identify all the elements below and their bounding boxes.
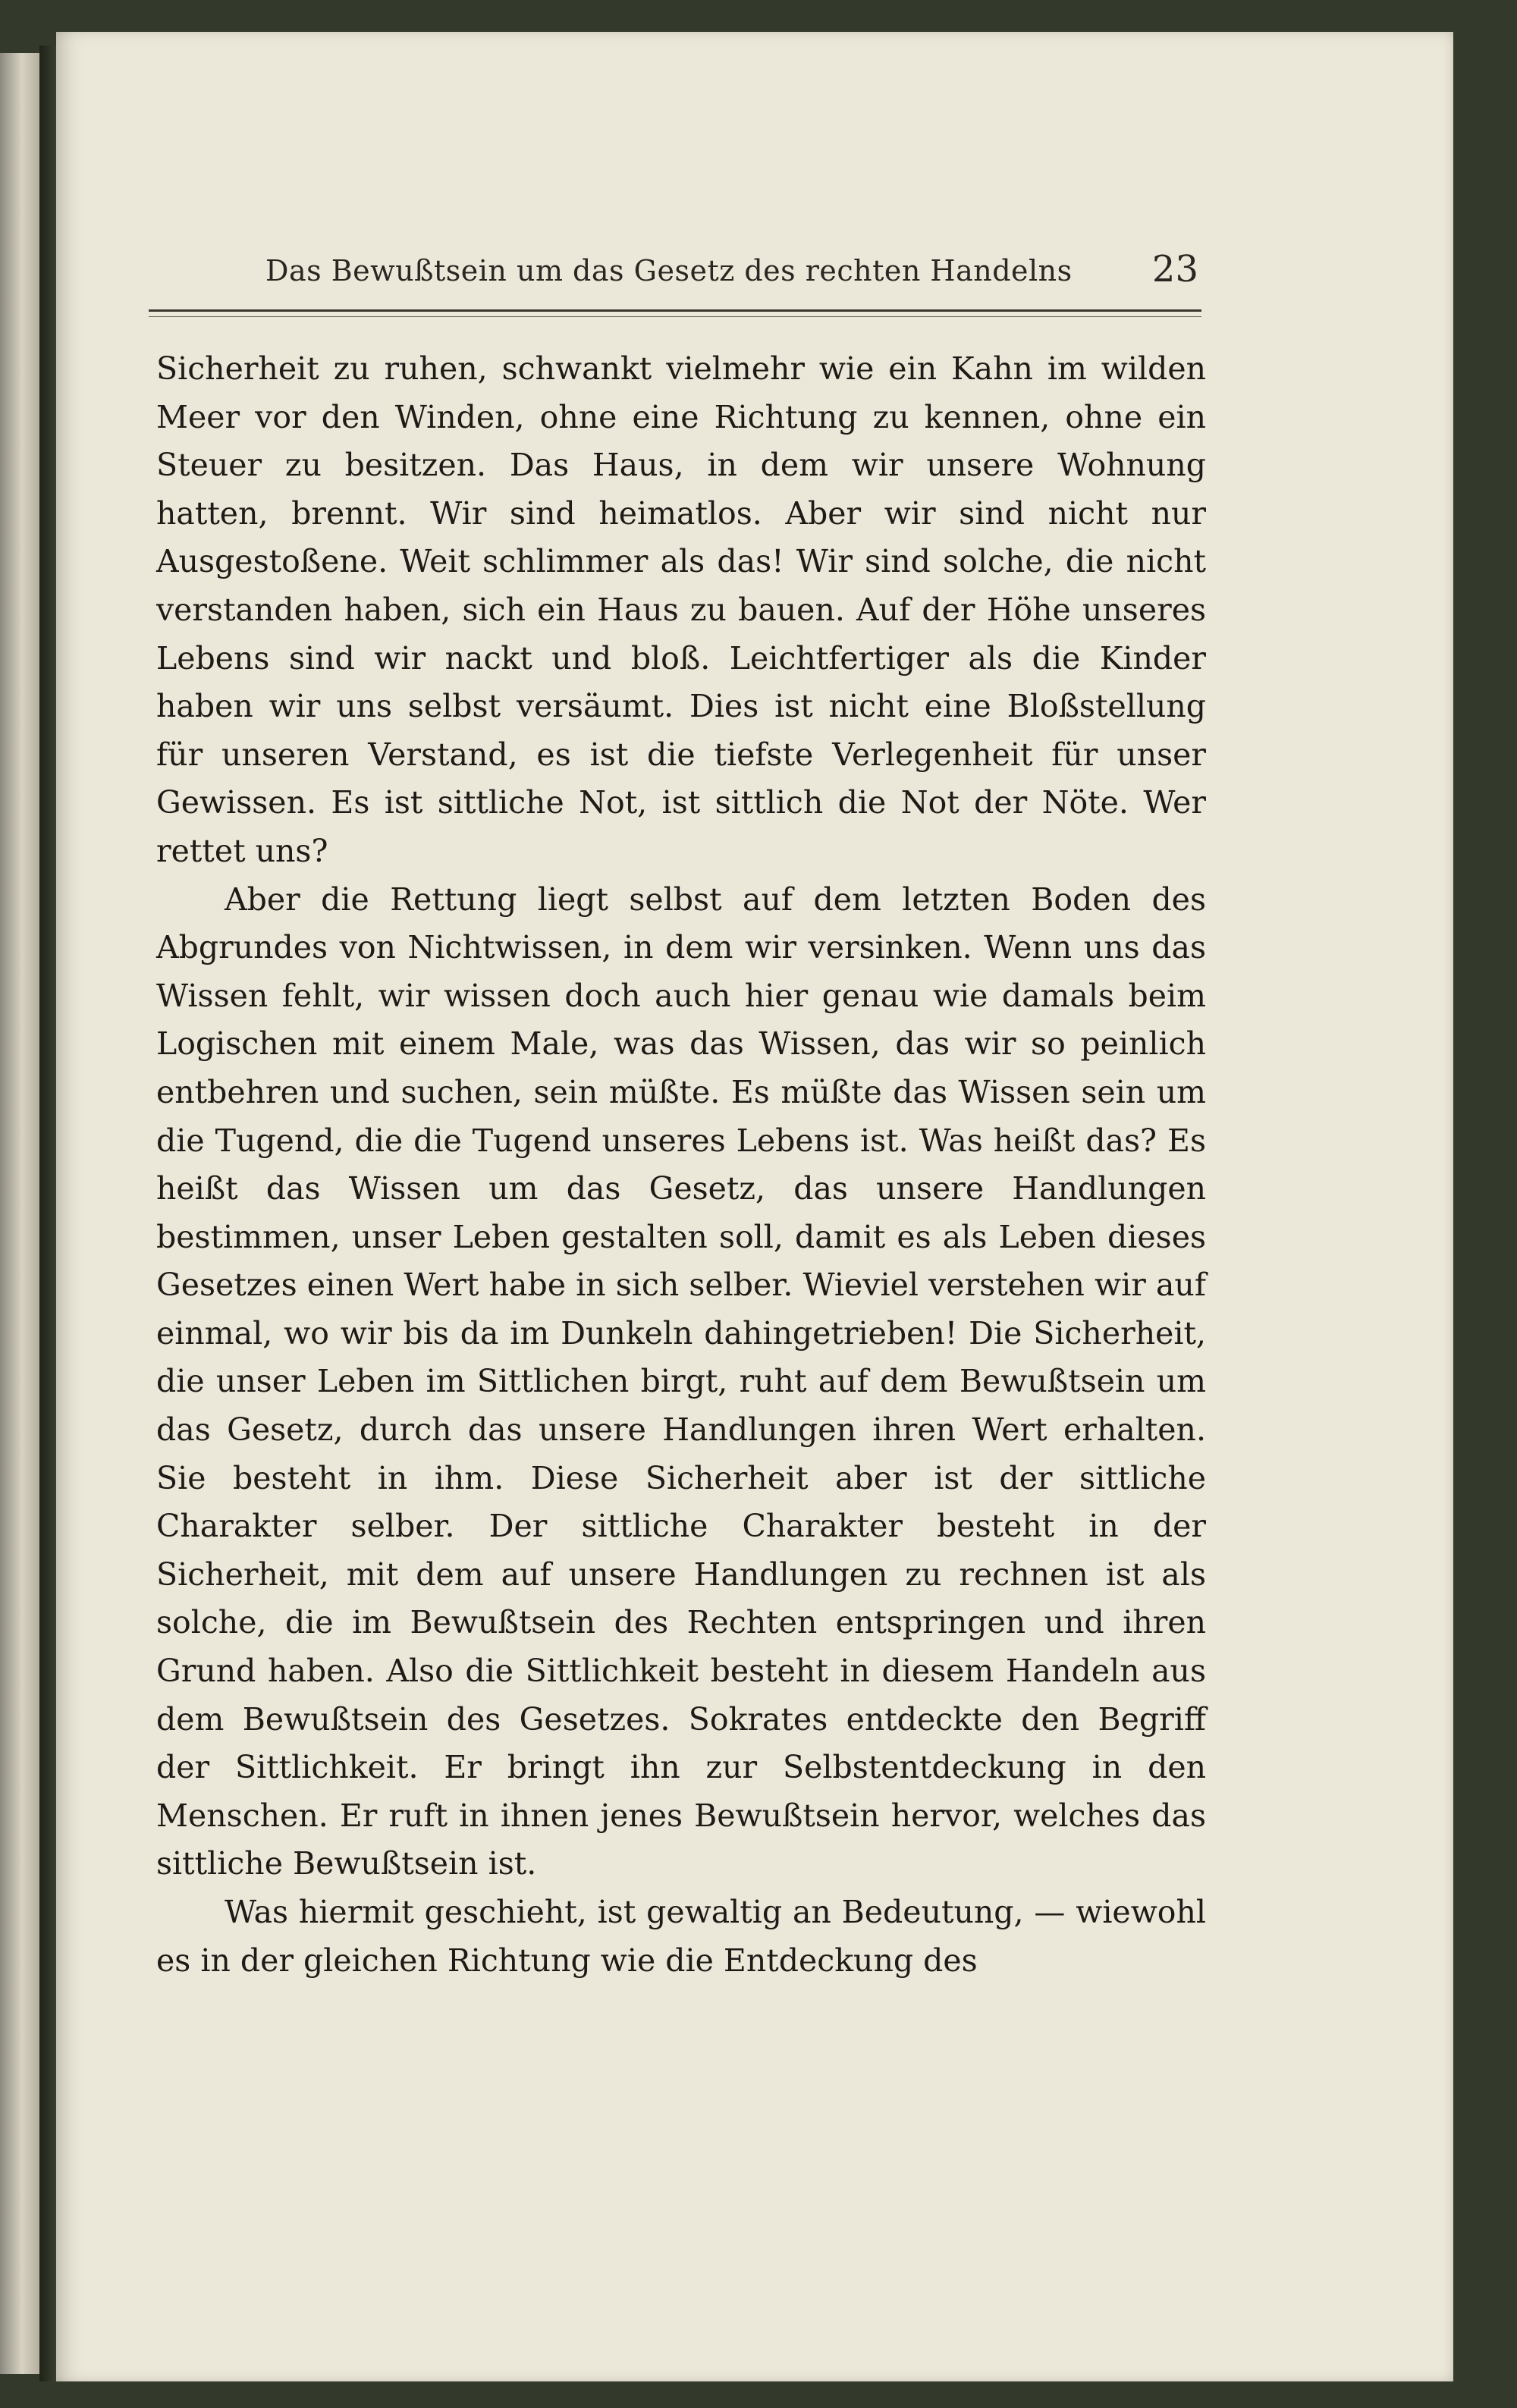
running-header — [265, 248, 1198, 300]
paragraph-3: Was hiermit geschieht, ist gewaltig an Bedeutung, — wiewohl es in der gleichen Richtung wie die Entdeckung des — [156, 1894, 1206, 1979]
left-page-edge — [0, 53, 39, 2374]
header-rule — [149, 309, 1201, 312]
paragraph-2: Aber die Rettung liegt selbst auf dem letzten Boden des Abgrundes von Nichtwissen, in dem wir versinken. Wenn uns das Wissen fehlt, wir wissen doch auch hier genau wie damals beim Logischen mit einem Male, was das Wissen, das wir so peinlich entbehren und suchen, sein müßte. Es müßte das Wissen sein um die Tugend, die die Tugend unseres Lebens ist. Was heißt das? Es heißt das Wissen um das Gesetz, das unsere Handlungen bestimmen, unser Leben gestalten soll, damit es als Leben dieses Gesetzes einen Wert habe in sich selber. Wieviel verstehen wir auf einmal, wo wir bis da im Dunkeln dahingetrieben! Die Sicherheit, die unser Leben im Sittlichen birgt, ruht auf dem Bewußtsein um das Gesetz, durch das unsere Handlungen ihren Wert erhalten. Sie besteht in ihm. Diese Sicherheit aber ist der sittliche Charakter selber. Der sittliche Charakter besteht in der Sicherheit, mit dem auf unsere Handlungen zu rechnen ist als solche, die im Bewußtsein des Rechten entspringen und ihren Grund haben. Also die Sittlichkeit besteht in diesem Handeln aus dem Bewußtsein des Gesetzes. Sokrates entdeckte den Begriff der Sittlichkeit. Er bringt ihn zur Selbstentdeckung in den Menschen. Er ruft in ihnen jenes Bewußtsein hervor, welches das sittliche Bewußtsein ist. — [156, 881, 1206, 1882]
paragraph-1: Sicherheit zu ruhen, schwankt vielmehr wie ein Kahn im wilden Meer vor den Winden, ohne eine Richtung zu kennen, ohne ein Steuer zu besitzen. Das Haus, in dem wir unsere Wohnung hatten, brennt. Wir sind heimatlos. Aber wir sind nicht nur Ausgestoßene. Weit schlimmer als das! Wir sind solche, die nicht verstanden haben, sich ein Haus zu bauen. Auf der Höhe unseres Lebens sind wir nackt und bloß. Leichtfertiger als die Kinder haben wir uns selbst versäumt. Dies ist nicht eine Bloßstellung für unseren Verstand, es ist die tiefste Verlegenheit für unser Gewissen. Es ist sittliche Not, ist sittlich die Not der Nöte. Wer rettet uns? — [156, 350, 1206, 869]
page-number: 23 — [1151, 248, 1198, 290]
header-rule-thin — [149, 316, 1201, 317]
binding-gutter — [39, 46, 56, 2381]
header-title: Das Bewußtsein um das Gesetz des rechten Handelns — [265, 254, 1073, 287]
body-text — [156, 345, 1206, 1985]
